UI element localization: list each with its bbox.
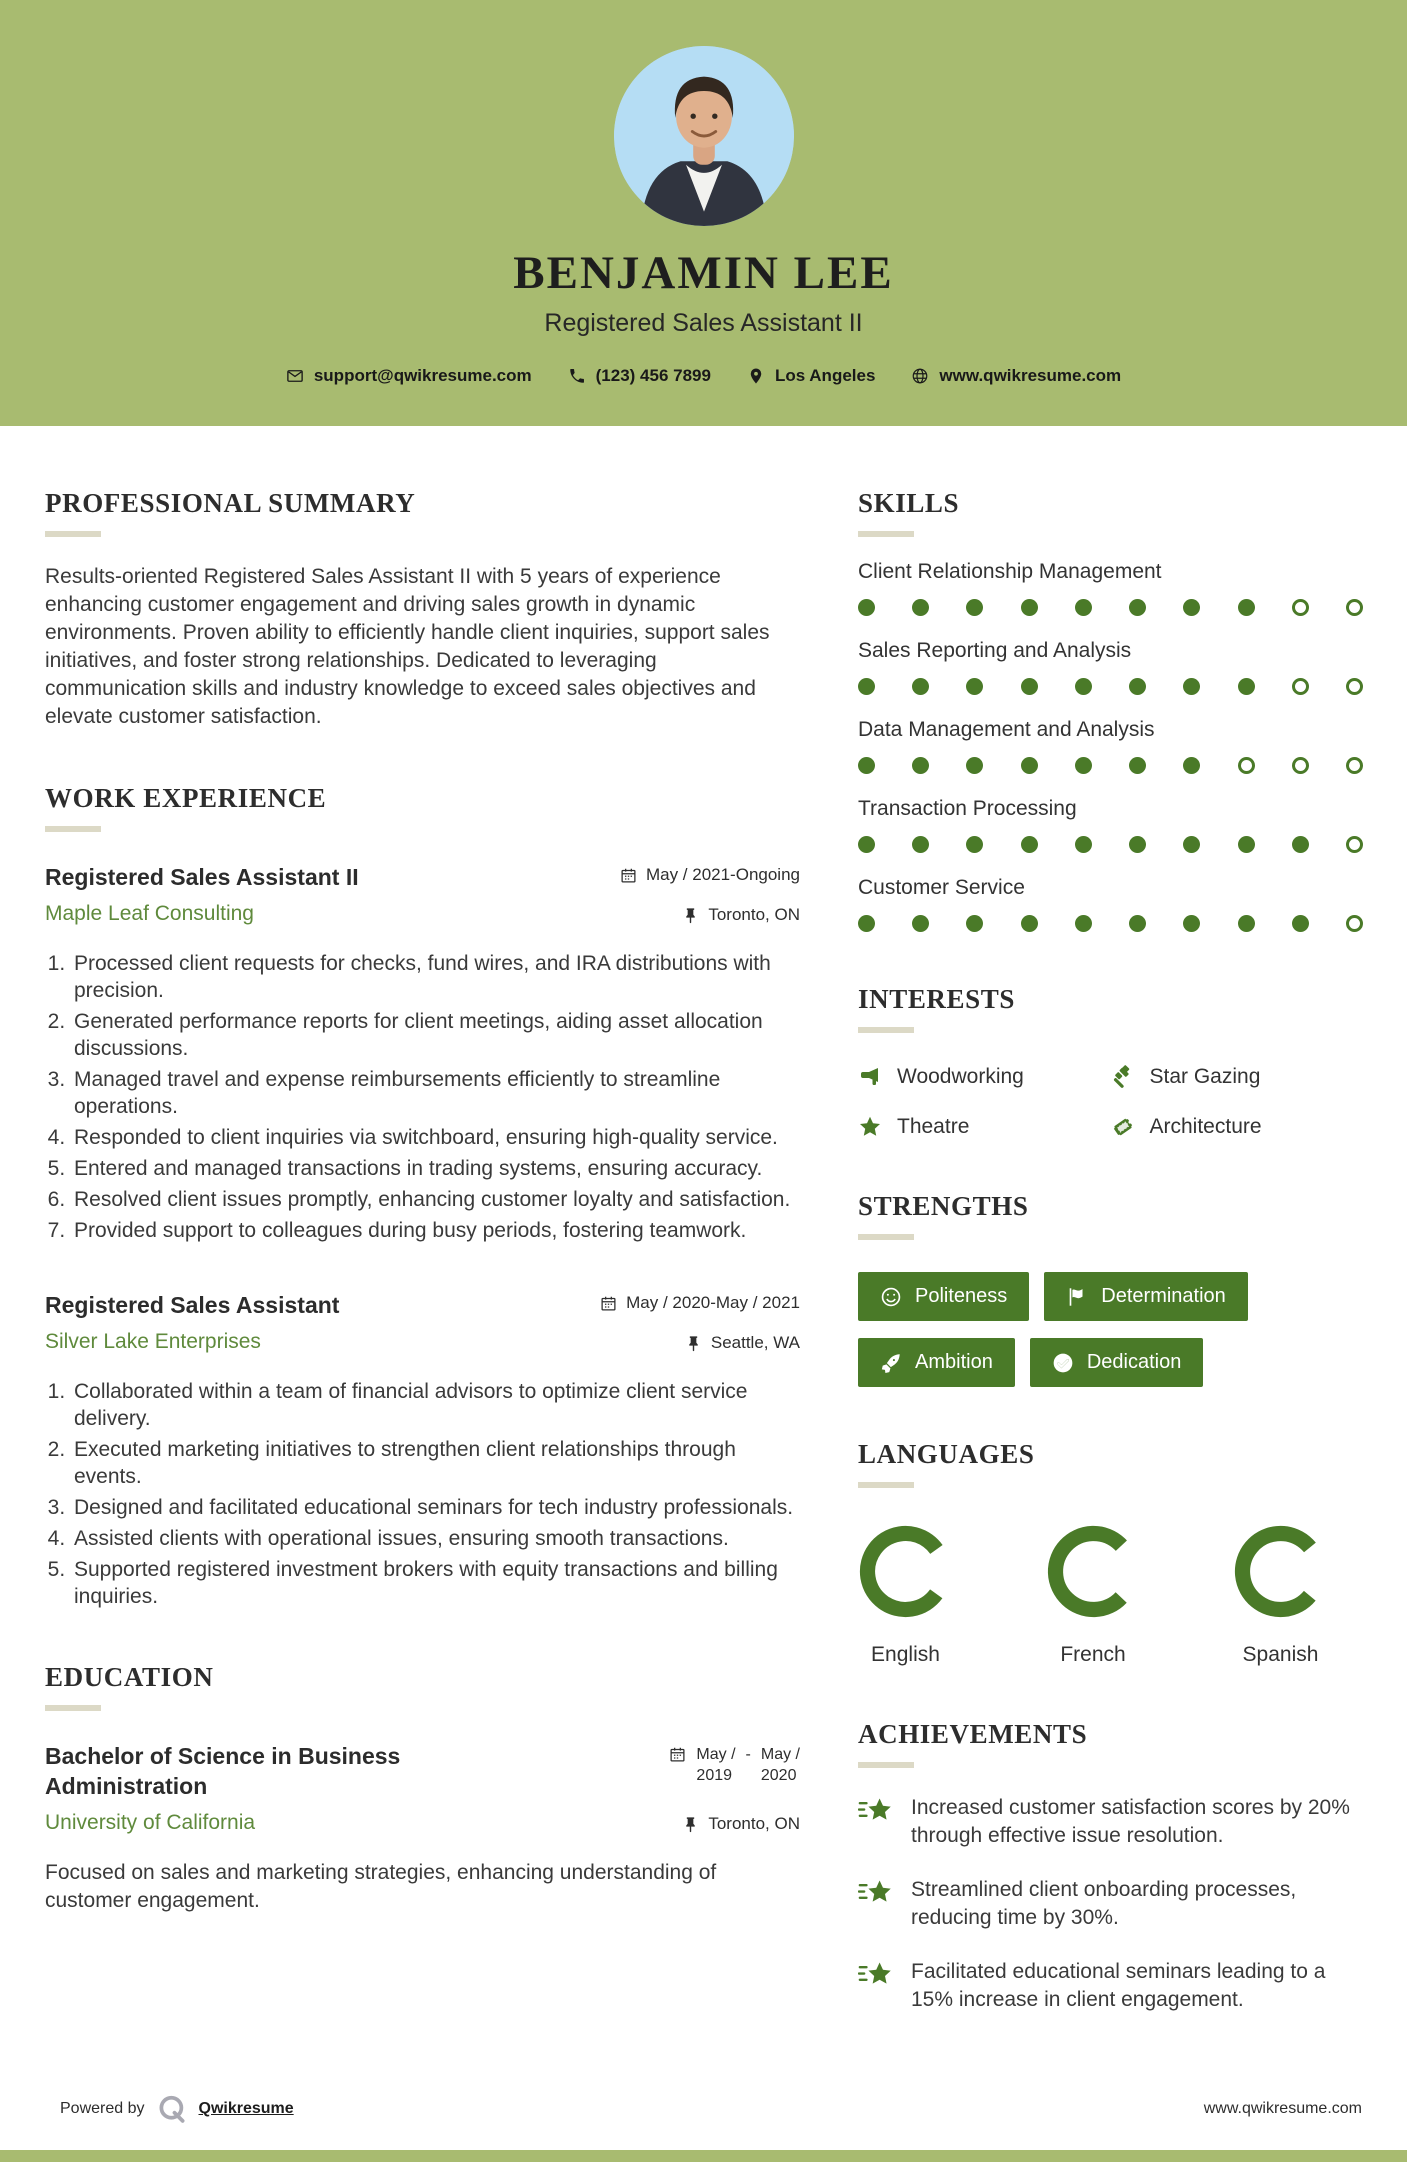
interest-item xyxy=(1111,1065,1364,1089)
skill-dot-filled xyxy=(1129,757,1146,774)
jobs-list xyxy=(45,862,800,1610)
job-date xyxy=(620,865,800,885)
profile-photo xyxy=(614,46,794,226)
skill-rating xyxy=(858,915,1363,932)
heading-underline xyxy=(858,1234,914,1240)
skill-dot-empty xyxy=(1346,915,1363,932)
skill-dot-filled xyxy=(1021,757,1038,774)
skill-row xyxy=(858,718,1363,774)
language-label: French xyxy=(1060,1643,1126,1666)
contact-phone xyxy=(568,366,711,386)
strength-label: Ambition xyxy=(915,1351,993,1373)
skill-dot-filled xyxy=(1183,599,1200,616)
language-item xyxy=(858,1524,953,1667)
bullet-item: 2. Generated performance reports for client meetings, aiding asset allocation discussions. xyxy=(71,1008,800,1062)
pushpin-icon xyxy=(685,1335,702,1352)
smiley-icon xyxy=(880,1286,902,1308)
gavel-icon xyxy=(1111,1065,1135,1089)
map-marker-icon xyxy=(747,367,765,385)
candidate-title: Registered Sales Assistant II xyxy=(544,309,863,337)
calendar-icon xyxy=(600,1295,617,1312)
achievements-list xyxy=(858,1794,1363,2014)
interest-label: Woodworking xyxy=(897,1065,1024,1088)
strength-badge xyxy=(858,1338,1015,1387)
skill-dot-filled xyxy=(1238,915,1255,932)
person-portrait-illustration xyxy=(614,46,794,226)
skill-dot-filled xyxy=(1238,836,1255,853)
job-bullets xyxy=(45,1378,800,1610)
job-entry xyxy=(45,1290,800,1610)
heading-underline xyxy=(45,1705,101,1711)
job-header-row xyxy=(45,862,800,892)
footer xyxy=(0,2076,1407,2150)
job-subheader-row xyxy=(45,902,800,926)
pushpin-icon xyxy=(682,1816,699,1833)
ticket-icon xyxy=(1111,1115,1135,1139)
skill-dot-filled xyxy=(1075,915,1092,932)
heading-underline xyxy=(45,531,101,537)
education-heading: EDUCATION xyxy=(45,1662,214,1692)
date-line-bottom: 2020 xyxy=(760,1767,797,1784)
degree-title: Bachelor of Science in Business Administration xyxy=(45,1743,401,1799)
skill-dot-filled xyxy=(966,757,983,774)
bullet-item: 5. Entered and managed transactions in trading systems, ensuring accuracy. xyxy=(71,1155,800,1182)
skill-dot-filled xyxy=(1075,836,1092,853)
qwikresume-link[interactable]: Qwikresume xyxy=(198,2100,294,2117)
skill-dot-filled xyxy=(858,836,875,853)
education-dates xyxy=(669,1744,800,1786)
language-level-donut xyxy=(1046,1524,1141,1619)
shooting-star-icon xyxy=(858,1795,894,1827)
job-company: Silver Lake Enterprises xyxy=(45,1330,261,1353)
skill-name: Transaction Processing xyxy=(858,797,1077,820)
job-bullets xyxy=(45,950,800,1244)
job-company: Maple Leaf Consulting xyxy=(45,902,254,925)
skill-name: Data Management and Analysis xyxy=(858,718,1155,741)
interests-list xyxy=(858,1065,1363,1139)
skill-dot-filled xyxy=(912,757,929,774)
interest-label: Theatre xyxy=(897,1115,970,1138)
section-strengths xyxy=(858,1191,1363,1387)
skill-dot-filled xyxy=(912,678,929,695)
heading-underline xyxy=(858,1027,914,1033)
contact-website xyxy=(911,366,1121,386)
skill-dot-filled xyxy=(1238,678,1255,695)
skill-dot-filled xyxy=(1075,599,1092,616)
powered-by xyxy=(60,2094,294,2124)
heading-underline xyxy=(858,531,914,537)
skill-dot-empty xyxy=(1238,757,1255,774)
globe-icon xyxy=(911,367,929,385)
skills-heading: SKILLS xyxy=(858,488,960,518)
skills-list xyxy=(858,560,1363,932)
date-line-top: May / xyxy=(760,1746,800,1763)
skill-dot-filled xyxy=(1021,599,1038,616)
contact-phone-text: (123) 456 7899 xyxy=(595,366,711,385)
skill-dot-filled xyxy=(858,915,875,932)
language-item xyxy=(1046,1524,1141,1667)
section-skills xyxy=(858,488,1363,932)
skill-dot-empty xyxy=(1292,599,1309,616)
section-interests xyxy=(858,984,1363,1139)
achievement-text: Facilitated educational seminars leading to a 15% increase in client engagement. xyxy=(911,1960,1326,2011)
job-date xyxy=(600,1293,800,1313)
strength-label: Politeness xyxy=(915,1285,1008,1307)
flag-icon xyxy=(1066,1286,1088,1308)
skill-dot-filled xyxy=(966,915,983,932)
date-line-bottom: 2019 xyxy=(696,1767,733,1784)
section-professional-summary xyxy=(45,488,800,731)
bullet-item: 3. Designed and facilitated educational seminars for tech industry professionals. xyxy=(71,1494,800,1521)
languages-list xyxy=(858,1524,1328,1667)
skill-dot-filled xyxy=(858,678,875,695)
heading-underline xyxy=(858,1762,914,1768)
skill-row xyxy=(858,639,1363,695)
skill-name: Sales Reporting and Analysis xyxy=(858,639,1132,662)
achievement-text: Streamlined client onboarding processes, reducing time by 30%. xyxy=(911,1878,1297,1929)
heading-underline xyxy=(45,826,101,832)
interest-item xyxy=(858,1065,1111,1089)
left-column xyxy=(45,488,800,1967)
skill-dot-filled xyxy=(912,599,929,616)
resume-body xyxy=(0,426,1407,2076)
skill-dot-filled xyxy=(1238,599,1255,616)
language-level-donut xyxy=(1233,1524,1328,1619)
achievement-item xyxy=(858,1876,1363,1932)
bullet-item: 6. Resolved client issues promptly, enhancing customer loyalty and satisfaction. xyxy=(71,1186,800,1213)
footer-website: www.qwikresume.com xyxy=(1203,2100,1362,2117)
interest-label: Architecture xyxy=(1149,1115,1262,1138)
education-description: Focused on sales and marketing strategies, enhancing understanding of customer engagement. xyxy=(45,1861,717,1912)
date-line-top: May / xyxy=(696,1746,736,1763)
languages-heading: LANGUAGES xyxy=(858,1439,1035,1469)
job-title: Registered Sales Assistant II xyxy=(45,864,359,890)
strength-badge xyxy=(1030,1338,1204,1387)
summary-text: Results-oriented Registered Sales Assistant II with 5 years of experience enhancing customer engagement and driving sales growth in dynamic environments. Proven ability to efficiently handle client inquiries, support sales initiatives, and foster strong relationships. Dedicated to leveraging communication skills and industry knowledge to exceed sales objectives and elevate customer satisfaction. xyxy=(45,565,770,728)
job-entry xyxy=(45,862,800,1244)
bullet-item: 2. Executed marketing initiatives to strengthen client relationships through events. xyxy=(71,1436,800,1490)
qwikresume-logo-icon xyxy=(157,2094,187,2124)
education-entry xyxy=(45,1741,800,1915)
skill-dot-filled xyxy=(1021,678,1038,695)
skill-rating xyxy=(858,757,1363,774)
bullet-item: 1. Processed client requests for checks, fund wires, and IRA distributions with precision. xyxy=(71,950,800,1004)
skill-rating xyxy=(858,836,1363,853)
meta-text: Seattle, WA xyxy=(710,1333,800,1352)
rocket-icon xyxy=(880,1352,902,1374)
strength-badge xyxy=(1044,1272,1248,1321)
skill-row xyxy=(858,560,1363,616)
skill-dot-filled xyxy=(1129,915,1146,932)
experience-heading: WORK EXPERIENCE xyxy=(45,783,327,813)
skill-dot-filled xyxy=(1021,915,1038,932)
skill-dot-filled xyxy=(1183,678,1200,695)
skill-dot-empty xyxy=(1346,836,1363,853)
skill-dot-filled xyxy=(1183,757,1200,774)
achievements-heading: ACHIEVEMENTS xyxy=(858,1719,1088,1749)
language-item xyxy=(1233,1524,1328,1667)
skill-dot-filled xyxy=(1129,836,1146,853)
skill-dot-filled xyxy=(1129,678,1146,695)
bullet-item: 3. Managed travel and expense reimbursements efficiently to streamline operations. xyxy=(71,1066,800,1120)
header xyxy=(0,0,1407,426)
job-location xyxy=(682,905,800,925)
strength-label: Dedication xyxy=(1086,1351,1182,1373)
interest-item xyxy=(858,1115,1111,1139)
skill-dot-filled xyxy=(858,757,875,774)
skill-row xyxy=(858,797,1363,853)
skill-dot-filled xyxy=(1075,678,1092,695)
skill-dot-filled xyxy=(966,599,983,616)
strength-badge xyxy=(858,1272,1029,1321)
contact-email-text: support@qwikresume.com xyxy=(313,366,532,385)
meta-text: May / 2021-Ongoing xyxy=(645,865,800,884)
skill-name: Customer Service xyxy=(858,876,1025,899)
achievement-item xyxy=(858,1958,1363,2014)
pushpin-icon xyxy=(682,907,699,924)
skill-dot-filled xyxy=(966,836,983,853)
bullet-item: 7. Provided support to colleagues during busy periods, fostering teamwork. xyxy=(71,1217,800,1244)
skill-dot-filled xyxy=(1021,836,1038,853)
skill-rating xyxy=(858,599,1363,616)
skill-dot-filled xyxy=(858,599,875,616)
candidate-name: BENJAMIN LEE xyxy=(513,247,894,299)
strength-label: Determination xyxy=(1101,1285,1226,1307)
bullet-item: 4. Responded to client inquiries via switchboard, ensuring high-quality service. xyxy=(71,1124,800,1151)
job-location xyxy=(685,1333,800,1353)
bullet-item: 5. Supported registered investment brokers with equity transactions and billing inquiries. xyxy=(71,1556,800,1610)
powered-by-label: Powered by xyxy=(60,2100,145,2117)
skill-dot-filled xyxy=(1183,836,1200,853)
skill-dot-empty xyxy=(1346,757,1363,774)
skill-dot-filled xyxy=(1075,757,1092,774)
bullet-item: 1. Collaborated within a team of financial advisors to optimize client service delivery. xyxy=(71,1378,800,1432)
interest-label: Star Gazing xyxy=(1149,1065,1261,1088)
date-separator: - xyxy=(745,1746,751,1763)
skill-row xyxy=(858,876,1363,932)
skill-dot-empty xyxy=(1292,678,1309,695)
achievement-text: Increased customer satisfaction scores by 20% through effective issue resolution. xyxy=(911,1796,1350,1847)
megaphone-icon xyxy=(858,1065,882,1089)
language-label: Spanish xyxy=(1242,1643,1319,1666)
achievement-item xyxy=(858,1794,1363,1850)
skill-name: Client Relationship Management xyxy=(858,560,1162,583)
envelope-icon xyxy=(286,367,304,385)
skill-rating xyxy=(858,678,1363,695)
skill-dot-filled xyxy=(1292,836,1309,853)
language-label: English xyxy=(871,1643,940,1666)
section-work-experience xyxy=(45,783,800,1610)
section-education xyxy=(45,1662,800,1915)
job-subheader-row xyxy=(45,1330,800,1354)
bullet-item: 4. Assisted clients with operational issues, ensuring smooth transactions. xyxy=(71,1525,800,1552)
phone-icon xyxy=(568,367,586,385)
skill-dot-filled xyxy=(912,836,929,853)
contact-location-text: Los Angeles xyxy=(774,366,876,385)
skill-dot-filled xyxy=(1183,915,1200,932)
shooting-star-icon xyxy=(858,1959,894,1991)
skill-dot-filled xyxy=(1292,915,1309,932)
shooting-star-icon xyxy=(858,1877,894,1909)
calendar-icon xyxy=(620,867,637,884)
skill-dot-filled xyxy=(912,915,929,932)
language-level-donut xyxy=(858,1524,953,1619)
heading-underline xyxy=(858,1482,914,1488)
school-name: University of California xyxy=(45,1811,256,1834)
right-column xyxy=(858,488,1363,2066)
contact-location xyxy=(747,366,875,386)
contact-bar xyxy=(0,366,1407,386)
skill-dot-empty xyxy=(1346,678,1363,695)
skill-dot-empty xyxy=(1292,757,1309,774)
education-location xyxy=(682,1814,800,1834)
education-location-text: Toronto, ON xyxy=(708,1814,800,1833)
job-title: Registered Sales Assistant xyxy=(45,1292,340,1318)
summary-heading: PROFESSIONAL SUMMARY xyxy=(45,488,416,518)
date-end xyxy=(761,1744,800,1786)
contact-email xyxy=(286,366,532,386)
strengths-list xyxy=(858,1272,1363,1387)
interests-heading: INTERESTS xyxy=(858,984,1015,1014)
section-languages xyxy=(858,1439,1363,1667)
contact-website-text: www.qwikresume.com xyxy=(939,366,1122,385)
interest-item xyxy=(1111,1115,1364,1139)
date-start xyxy=(696,1744,735,1786)
skill-dot-filled xyxy=(1129,599,1146,616)
meta-text: Toronto, ON xyxy=(708,905,800,924)
job-header-row xyxy=(45,1290,800,1320)
footer-accent-bar xyxy=(0,2150,1407,2162)
skill-dot-filled xyxy=(966,678,983,695)
strengths-heading: STRENGTHS xyxy=(858,1191,1029,1221)
calendar-icon xyxy=(669,1746,686,1763)
star-icon xyxy=(858,1115,882,1139)
meta-text: May / 2020-May / 2021 xyxy=(626,1293,800,1312)
check-circle-icon xyxy=(1052,1352,1074,1374)
section-achievements xyxy=(858,1719,1363,2014)
skill-dot-empty xyxy=(1346,599,1363,616)
